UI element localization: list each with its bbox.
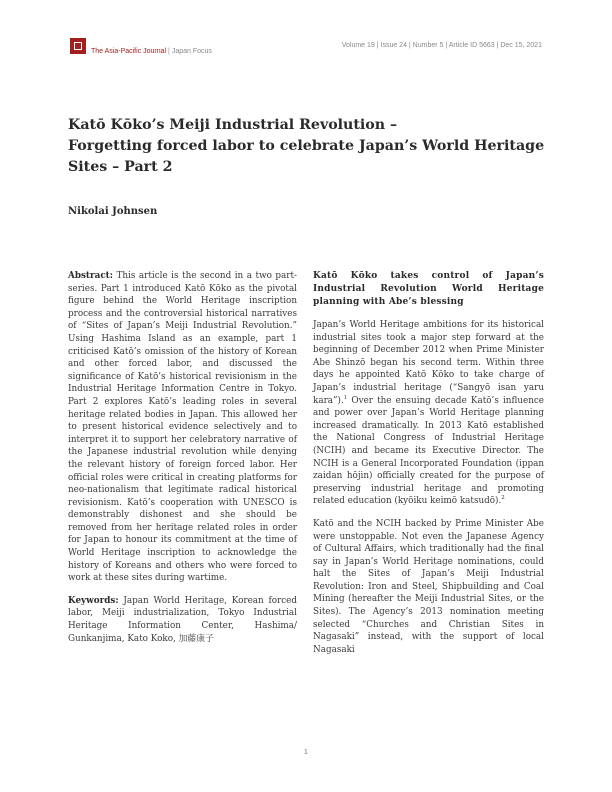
journal-subtitle: Japan Focus xyxy=(171,48,212,55)
abstract-paragraph xyxy=(68,270,297,585)
journal-separator: | xyxy=(166,48,172,55)
right-column xyxy=(313,270,544,666)
keywords-paragraph xyxy=(68,595,297,645)
title-line-3: Sites – Part 2 xyxy=(68,159,173,175)
page-header xyxy=(70,38,550,58)
body-paragraph-2: Katō and the NCIH backed by Prime Minister Abe were unstoppable. Not even the Japanese Agency of Cultural Affairs, which traditionally had the final say in Japan’s World Heritage nominations, could halt the Sites of Japan’s Meiji Industrial Revolution: Iron and Steel, Shipbuilding and Coal Mining (hereafter the Meiji Industrial Sites, or the Sites). The Agency’s 2013 nomination meeting selected “Churches and Christian Sites in Nagasaki” instead, with the support of local Nagasaki xyxy=(313,518,544,655)
page-number: 1 xyxy=(304,749,308,756)
abstract-text: This article is the second in a two part-series. Part 1 introduced Katō Kōko as the pivotal figure behind the World Heritage inscription process and the controversial historical narratives of “Sites of Japan’s Meiji Industrial Revolution.” Using Hashima Island as an example, part 1 criticised Katō’s omission of the history of Korean and other forced labor, and discussed the significance of Katō’s historical revisionism in the Industrial Heritage Information Centre in Tokyo. Part 2 explores Katō’s leading roles in several heritage related bodies in Japan. This allowed her to present historical evidence selectively and to interpret it to support her celebratory narrative of the Japanese industrial revolution while denying the relevant history of foreign forced labor. Her official roles were critical in creating platforms for neo-nationalism that legitimate radical historical revisionism. Katō’s cooperation with UNESCO is demonstrably dishonest and she should be removed from her heritage related roles in order for Japan to honour its commitment at the time of World Heritage inscription to acknowledge the history of Koreans and others who were forced to work at these sites during wartime. xyxy=(68,271,297,584)
section-heading: Katō Kōko takes control of Japan’s Industrial Revolution World Heritage planning with Abe’s blessing xyxy=(313,271,544,307)
paragraph-1-text-b: Over the ensuing decade Katō’s influence and power over Japan’s World Heritage planning increased dramatically. In 2013 Katō established the National Congress of Industrial Heritage (NCIH) and became its Executive Director. The NCIH is a General Incorporated Foundation (ippan zaidan hōjin) officially created for the purpose of preserving industrial heritage and promoting related education (kyōiku keimō katsudō). xyxy=(313,395,544,507)
body-paragraph-1 xyxy=(313,319,544,508)
article-title xyxy=(68,115,548,178)
journal-logo-icon xyxy=(70,38,86,54)
author-name: Nikolai Johnsen xyxy=(68,206,158,217)
keywords-text: Japan World Heritage, Korean forced labor, Meiji industrialization, Tokyo Industrial Heritage Information Center, Hashima/ Gunkanjima, Kato Koko, 加藤康子 xyxy=(68,595,297,644)
article-meta: Volume 19 | Issue 24 | Number 5 | Article ID 5663 | Dec 15, 2021 xyxy=(341,42,542,49)
footnote-ref-1[interactable]: 1 xyxy=(343,394,348,401)
journal-name xyxy=(91,48,212,55)
paragraph-1-text-a: Japan’s World Heritage ambitions for its historical industrial sites took a major step forward at the beginning of December 2012 when Prime Minister Abe Shinzō began his second term. Within three days he appointed Katō Kōko to take charge of Japan’s industrial heritage (“Sangyō isan yaru kara”). xyxy=(313,320,544,406)
journal-title: The Asia-Pacific Journal xyxy=(91,48,167,55)
keywords-label: Keywords: xyxy=(68,595,119,606)
title-line-1: Katō Kōko’s Meiji Industrial Revolution – xyxy=(68,117,398,133)
title-line-2: Forgetting forced labor to celebrate Japan’s World Heritage xyxy=(68,138,545,154)
abstract-label: Abstract: xyxy=(68,271,113,281)
footnote-ref-2[interactable]: 2 xyxy=(501,495,505,502)
left-column xyxy=(68,270,297,655)
